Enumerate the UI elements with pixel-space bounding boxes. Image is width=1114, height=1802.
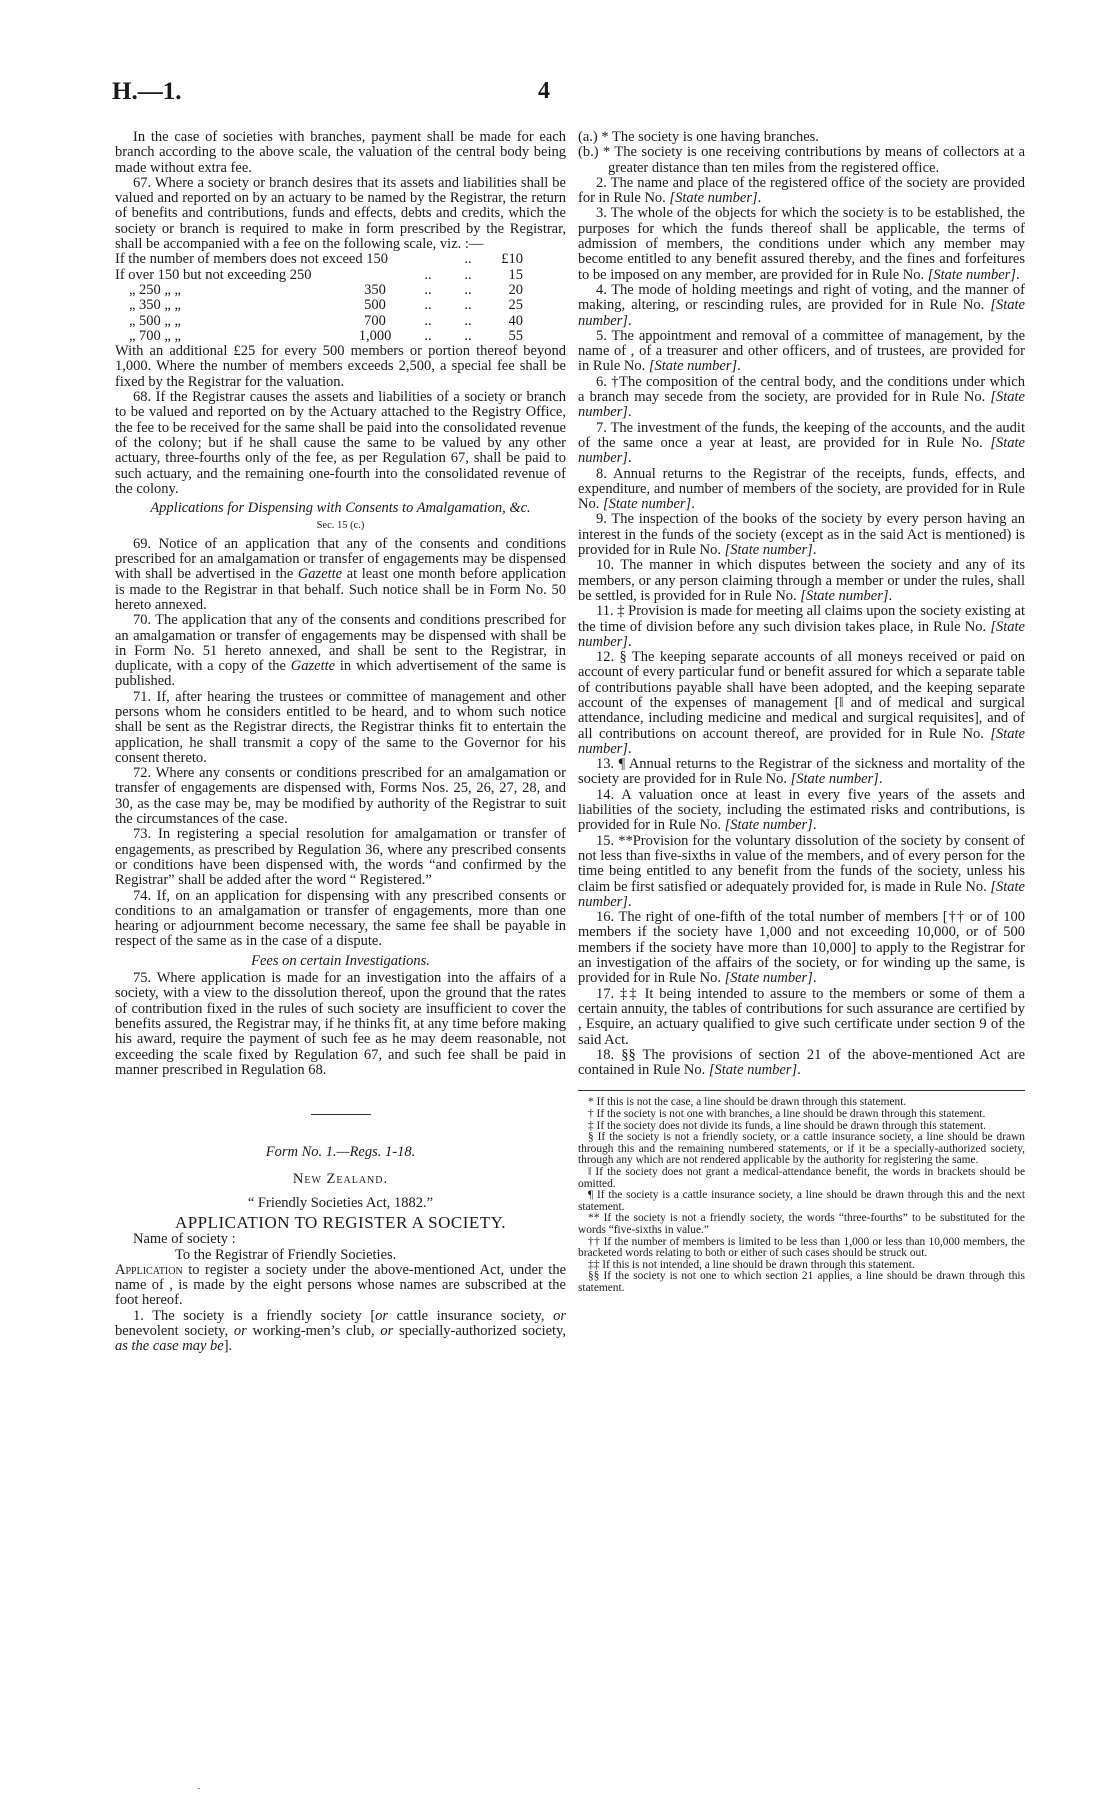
fee-scale-row	[115, 298, 523, 313]
fee-scale-row	[115, 283, 523, 298]
fee-scale-cell: „ 500 „ „	[129, 312, 181, 329]
form-title: Form No. 1.—Regs. 1-18.	[265, 1144, 416, 1161]
fee-scale-cell: 15	[508, 266, 523, 283]
fee-scale-cell: ..	[424, 297, 432, 314]
fee-scale-row	[115, 252, 523, 267]
footnote: ‡ If the society does not divide its funds, a line should be drawn through this statement.	[588, 1119, 986, 1132]
numbered-statement: 3. The whole of the objects for which the society is to be established, the purposes for which the funds thereof shall be applicable, the terms of admission of members, the conditions under which any member may become entitled to any benefit assured thereby, and the fines and forfeitures to be imposed on any member, are provided for in Rule No. [State number].	[578, 205, 1025, 283]
footnote: ‡‡ If this is not intended, a line should be drawn through this statement.	[588, 1258, 915, 1271]
numbered-statement: 5. The appointment and removal of a committee of management, by the name of , of a treasurer and other officers, and of trustees, are provided for in Rule No. [State number].	[578, 327, 1025, 375]
fee-scale-row	[115, 314, 523, 329]
paragraph-72: 72. Where any consents or conditions prescribed for an amalgamation or transfer of engagements are dispensed with, Forms Nos. 25, 26, 27, 28, and 30, as the case may be, may be modified by authority of the Registrar to suit the circumstances of the case.	[115, 765, 566, 828]
footnotes	[578, 1097, 1025, 1294]
fee-scale-cell: If the number of members does not exceed 150	[115, 251, 388, 268]
paragraph-70: 70. The application that any of the consents and conditions prescribed for an amalgamation or transfer of engagements may be dispensed with shall be in Form No. 51 hereto annexed, and shall be sent to the Registrar, in duplicate, with a copy of the Gazette in which advertisement of the same is published.	[115, 612, 566, 690]
fee-scale-cell: ..	[464, 297, 472, 314]
fee-scale-cell: „ 350 „ „	[129, 297, 181, 314]
numbered-statement: 4. The mode of holding meetings and right of voting, and the manner of making, altering, or rescinding rules, are provided for in Rule No. [State number].	[578, 281, 1025, 329]
item-a: (a.) * The society is one having branches.	[578, 129, 819, 145]
heading-fees: Fees on certain Investigations.	[251, 952, 430, 969]
fee-scale-cell: ..	[424, 281, 432, 298]
paragraph-73: 73. In registering a special resolution for amalgamation or transfer of engagements, as prescribed by Regulation 36, where any prescribed consents or conditions have been dispensed with, the words “and confirmed by the Registrar” shall be added after the word “ Registered.”	[115, 826, 566, 889]
footnote: § If the society is not a friendly society, or a cattle insurance society, a line should be drawn through this and the remaining numbered statements, or if it be a specially-authorized society, through any which are not rendered applicable by the authority for registering the same.	[578, 1131, 1025, 1167]
numbered-statement: 6. †The composition of the central body, and the conditions under which a branch may secede from the society, are provided for in Rule No. [State number].	[578, 373, 1025, 421]
item-b: (b.) * The society is one receiving contributions by means of collectors at a greater distance than ten miles from the registered office.	[578, 144, 1025, 176]
numbered-statement: 17. ‡‡ It being intended to assure to the members or some of them a certain annuity, the tables of contributions for such assurance are certified by , Esquire, an actuary qualified to give such certificate under section 9 of the said Act.	[578, 985, 1025, 1048]
section-reference: Sec. 15 (c.)	[316, 520, 365, 532]
act-name: “ Friendly Societies Act, 1882.”	[247, 1194, 434, 1211]
fee-scale-cell: ..	[424, 266, 432, 283]
fee-scale-cell: £10	[501, 251, 523, 268]
paragraph-68: 68. If the Registrar causes the assets and liabilities of a society or branch to be valued and reported on by the Actuary attached to the Registry Office, the fee to be received for the same shall be paid into the consolidated revenue of the colony; but if he shall cause the same to be valued by any other actuary, three-fourths only of the fee, as per Regulation 67, shall be paid to such actuary, and the remaining one-fourth into the consolidated revenue of the colony.	[115, 389, 566, 497]
paragraph-75: 75. Where application is made for an investigation into the affairs of a society, with a view to the dissolution thereof, upon the ground that the rates of contribution fixed in the rules of such society are insufficient to cover the benefits assured, the Registrar may, if he thinks fit, at any time before making his award, require the payment of such fee as he may deem reasonable, not exceeding the scale fixed by Regulation 67, and such fee shall be paid in manner prescribed in Regulation 68.	[115, 970, 566, 1078]
paragraph-74: 74. If, on an application for dispensing with any prescribed consents or conditions to an amalgamation or transfer of engagements, more than one hearing or adjournment become necessary, the same fee shall be payable in respect of the same as in the case of a dispute.	[115, 887, 566, 950]
fee-scale-cell: 55	[508, 327, 523, 344]
fee-scale-cell: 350	[364, 281, 386, 298]
numbered-statement: 2. The name and place of the registered office of the society are provided for in Rule No. [State number].	[578, 174, 1025, 207]
divider	[311, 1114, 371, 1115]
paragraph-additional-fee: With an additional £25 for every 500 members or portion thereof beyond 1,000. Where the number of members exceeds 2,500, a special fee shall be fixed by the Registrar for the valuation.	[115, 343, 566, 390]
heading-applications: Applications for Dispensing with Consents to Amalgamation, &c.	[150, 500, 531, 517]
page-number: 4	[538, 78, 550, 104]
fee-scale-cell: ..	[424, 327, 432, 344]
right-column	[578, 130, 1025, 1295]
footnote: §§ If the society is not one to which section 21 applies, a line should be drawn through this statement.	[578, 1270, 1025, 1294]
page-identifier: H.—1.	[112, 78, 182, 105]
country-heading: New Zealand.	[292, 1171, 389, 1188]
name-of-society: Name of society :	[133, 1231, 236, 1248]
numbered-statement: 18. §§ The provisions of section 21 of the above-mentioned Act are contained in Rule No. [State number].	[578, 1046, 1025, 1079]
numbered-statement: 7. The investment of the funds, the keeping of the accounts, and the audit of the same once a year at least, are provided for in Rule No. [State number].	[578, 419, 1025, 467]
fee-scale-cell: 40	[508, 312, 523, 329]
application-statement: Application to register a society under the above-mentioned Act, under the name of , is made by the eight persons whose names are subscribed at the foot hereof.	[115, 1261, 566, 1309]
numbered-statements	[578, 176, 1025, 1079]
fee-scale-cell: ..	[464, 266, 472, 283]
fee-scale-cell: „ 700 „ „	[129, 327, 181, 344]
fee-scale-cell: 20	[508, 281, 523, 298]
page-header	[112, 78, 992, 108]
numbered-statement: 13. ¶ Annual returns to the Registrar of the sickness and mortality of the society are provided for in Rule No. [State number].	[578, 756, 1025, 788]
fee-scale-cell: „ 250 „ „	[129, 281, 181, 298]
numbered-statement: 8. Annual returns to the Registrar of the receipts, funds, effects, and expenditure, and number of members of the society, are provided for in Rule No. [State number].	[578, 465, 1025, 513]
fee-scale-cell: ..	[464, 251, 472, 268]
fee-scale-table	[115, 252, 523, 344]
fee-scale-cell: 500	[364, 297, 386, 314]
fee-scale-cell: If over 150 but not exceeding 250	[115, 266, 312, 283]
paragraph-branches: In the case of societies with branches, payment shall be made for each branch according to the above scale, the valuation of the central body being made without extra fee.	[115, 129, 566, 176]
fee-scale-cell: 1,000	[358, 327, 392, 344]
footnote: ‖ If the society does not grant a medical-attendance benefit, the words in brackets should be omitted.	[578, 1165, 1025, 1190]
application-title: APPLICATION TO REGISTER A SOCIETY.	[174, 1213, 507, 1232]
footnote-divider	[578, 1090, 1025, 1091]
fee-scale-cell: 700	[364, 312, 386, 329]
paragraph-69: 69. Notice of an application that any of the consents and conditions prescribed for an amalgamation or transfer of engagements may be dispensed with shall be advertised in the Gazette at least one month before application is made to the Registrar in that behalf. Such notice shall be in Form No. 50 hereto annexed.	[115, 535, 566, 613]
paragraph-67: 67. Where a society or branch desires that its assets and liabilities shall be valued and reported on by an actuary to be named by the Registrar, the return of benefits and contributions, funds and effects, debts and credits, which the society or branch is required to make in form prescribed by the Registrar, shall be accompanied with a fee on the following scale, viz. :—	[115, 174, 566, 253]
left-column	[115, 130, 566, 1355]
page-mark: -	[197, 1783, 201, 1794]
numbered-statement: 10. The manner in which disputes between the society and any of its members, or any person claiming through a member or under the rules, shall be settled, is provided for in Rule No. [State number].	[578, 557, 1025, 604]
numbered-statement: 9. The inspection of the books of the society by every person having an interest in the funds of the society (except as in the said Act is mentioned) is provided for in Rule No. [State number].	[578, 511, 1025, 559]
footnote: ¶ If the society is a cattle insurance society, a line should be drawn through this and the next statement.	[578, 1189, 1025, 1213]
numbered-statement: 15. **Provision for the voluntary dissolution of the society by consent of not less than five-sixths in value of the members, and of every person for the time being entitled to any benefit from the funds of the society, unless his claim be first satisfied or adequately provided for, is made in Rule No. [State number].	[578, 832, 1025, 910]
numbered-statement: 11. ‡ Provision is made for meeting all claims upon the society existing at the time of division before any such division takes place, in Rule No. [State number].	[578, 603, 1025, 650]
fee-scale-cell: 25	[508, 297, 523, 314]
fee-scale-cell: ..	[464, 312, 472, 329]
footnote: †† If the number of members is limited to be less than 1,000 or less than 10,000 members, the bracketed words relating to both or either of such cases should be struck out.	[578, 1235, 1025, 1260]
fee-scale-row	[115, 329, 523, 344]
item-1: 1. The society is a friendly society [or cattle insurance society, or benevolent society, or working-men’s club, or specially-authorized society, as the case may be].	[115, 1307, 567, 1355]
paragraph-71: 71. If, after hearing the trustees or committee of management and other persons whom he considers entitled to be heard, and to whom such notice shall be sent as the Registrar directs, the Registrar thinks fit to entertain the application, he shall transmit a copy of the same to the Governor for his consent thereto.	[115, 688, 566, 766]
footnote: ** If the society is not a friendly society, the words “three-fourths” to be substituted for the words “five-sixths in value.”	[578, 1212, 1025, 1236]
fee-scale-cell: ..	[464, 281, 472, 298]
numbered-statement: 16. The right of one-fifth of the total number of members [†† or of 100 members if the society have 1,000 and not exceeding 10,000, or of 500 members if the society have more than 10,000] to apply to the Registrar for an investigation of the affairs of the society, or for winding up the same, is provided for in Rule No. [State number].	[578, 909, 1025, 987]
to-registrar: To the Registrar of Friendly Societies.	[175, 1246, 397, 1263]
numbered-statement: 12. § The keeping separate accounts of all moneys received or paid on account of every particular fund or benefit assured for which a separate table of contributions payable shall have been adopted, and the keeping separate account of the expenses of management [‖ and of medical and surgical attendance, including medicine and medical and surgical requisites], and of all contributions on account thereof, are provided for in Rule No. [State number].	[578, 649, 1025, 757]
footnote: * If this is not the case, a line should be drawn through this statement.	[588, 1096, 907, 1109]
fee-scale-cell: ..	[424, 312, 432, 329]
footnote: † If the society is not one with branches, a line should be drawn through this statement.	[588, 1108, 986, 1120]
fee-scale-cell: ..	[464, 327, 472, 344]
numbered-statement: 14. A valuation once at least in every five years of the assets and liabilities of the society, including the estimated risks and contributions, is provided for in Rule No. [State number].	[578, 786, 1025, 834]
fee-scale-row	[115, 268, 523, 283]
